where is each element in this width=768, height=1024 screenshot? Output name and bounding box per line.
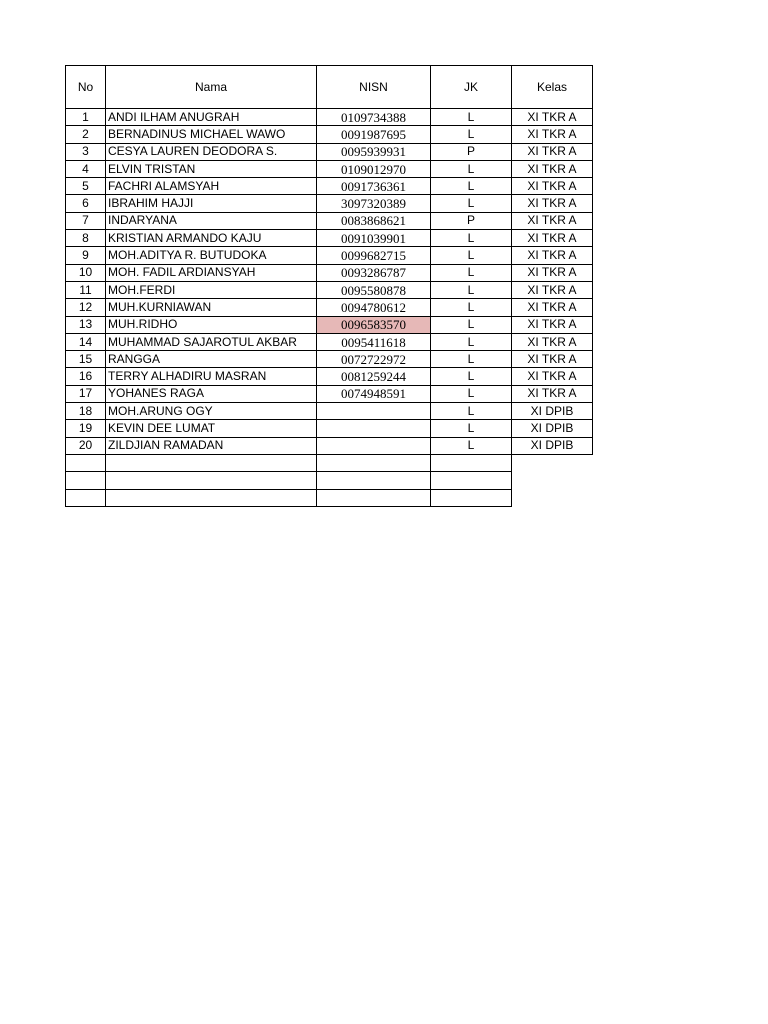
cell-no[interactable]: 17: [66, 385, 106, 402]
cell-nama[interactable]: FACHRI ALAMSYAH: [106, 178, 317, 195]
cell-kelas[interactable]: XI TKR A: [512, 385, 593, 402]
table-row: [66, 264, 593, 281]
cell-kelas[interactable]: XI DPIB: [512, 437, 593, 454]
table-row: [66, 178, 593, 195]
cell-kelas[interactable]: XI TKR A: [512, 230, 593, 247]
header-row: [66, 66, 593, 109]
cell-no[interactable]: 18: [66, 403, 106, 420]
cell-nisn[interactable]: [317, 420, 431, 437]
cell-kelas[interactable]: XI TKR A: [512, 281, 593, 298]
empty-cell-kelas: [512, 489, 593, 506]
cell-nama[interactable]: MUHAMMAD SAJAROTUL AKBAR: [106, 333, 317, 350]
cell-nama[interactable]: MUH.RIDHO: [106, 316, 317, 333]
empty-row: [66, 454, 593, 471]
table-row: [66, 126, 593, 143]
cell-jk[interactable]: L: [431, 230, 512, 247]
table-row: [66, 437, 593, 454]
cell-kelas[interactable]: XI DPIB: [512, 403, 593, 420]
cell-kelas[interactable]: XI TKR A: [512, 212, 593, 229]
cell-kelas[interactable]: XI TKR A: [512, 247, 593, 264]
cell-no[interactable]: 10: [66, 264, 106, 281]
cell-jk[interactable]: L: [431, 299, 512, 316]
cell-nisn[interactable]: 0093286787: [317, 264, 431, 281]
table-row: [66, 351, 593, 368]
empty-cell-kelas: [512, 454, 593, 471]
cell-nama[interactable]: ZILDJIAN RAMADAN: [106, 437, 317, 454]
cell-kelas[interactable]: XI TKR A: [512, 178, 593, 195]
cell-nisn[interactable]: 0083868621: [317, 212, 431, 229]
cell-nisn[interactable]: 0109012970: [317, 160, 431, 177]
table-row: [66, 195, 593, 212]
cell-nisn[interactable]: [317, 437, 431, 454]
empty-cell-nama[interactable]: [106, 472, 317, 489]
empty-cell-jk[interactable]: [431, 454, 512, 471]
cell-nama[interactable]: KRISTIAN ARMANDO KAJU: [106, 230, 317, 247]
cell-nama[interactable]: TERRY ALHADIRU MASRAN: [106, 368, 317, 385]
cell-nisn[interactable]: 3097320389: [317, 195, 431, 212]
header-nisn[interactable]: NISN: [317, 66, 431, 109]
cell-jk[interactable]: L: [431, 195, 512, 212]
cell-kelas[interactable]: XI TKR A: [512, 264, 593, 281]
cell-jk[interactable]: L: [431, 333, 512, 350]
cell-no[interactable]: 11: [66, 281, 106, 298]
cell-kelas[interactable]: XI TKR A: [512, 143, 593, 160]
cell-nama[interactable]: BERNADINUS MICHAEL WAWO: [106, 126, 317, 143]
cell-nama[interactable]: ANDI ILHAM ANUGRAH: [106, 109, 317, 126]
cell-nama[interactable]: YOHANES RAGA: [106, 385, 317, 402]
cell-jk[interactable]: L: [431, 178, 512, 195]
cell-no[interactable]: 7: [66, 212, 106, 229]
empty-cell-no[interactable]: [66, 472, 106, 489]
empty-cell-nama[interactable]: [106, 454, 317, 471]
empty-row: [66, 489, 593, 506]
table-row: [66, 281, 593, 298]
empty-cell-nama[interactable]: [106, 489, 317, 506]
cell-kelas[interactable]: XI TKR A: [512, 368, 593, 385]
table-row: [66, 403, 593, 420]
header-no[interactable]: No: [66, 66, 106, 109]
cell-nisn[interactable]: 0091736361: [317, 178, 431, 195]
table-row: [66, 109, 593, 126]
cell-jk[interactable]: L: [431, 316, 512, 333]
cell-nisn[interactable]: 0074948591: [317, 385, 431, 402]
cell-jk[interactable]: L: [431, 109, 512, 126]
cell-jk[interactable]: L: [431, 247, 512, 264]
cell-nama[interactable]: MUH.KURNIAWAN: [106, 299, 317, 316]
cell-nisn[interactable]: 0095580878: [317, 281, 431, 298]
cell-nama[interactable]: MOH.FERDI: [106, 281, 317, 298]
table-row: [66, 385, 593, 402]
cell-nisn[interactable]: 0096583570: [317, 316, 431, 333]
cell-jk[interactable]: L: [431, 281, 512, 298]
cell-kelas[interactable]: XI TKR A: [512, 109, 593, 126]
cell-no[interactable]: 8: [66, 230, 106, 247]
empty-cell-jk[interactable]: [431, 489, 512, 506]
cell-no[interactable]: 9: [66, 247, 106, 264]
cell-no[interactable]: 14: [66, 333, 106, 350]
cell-no[interactable]: 20: [66, 437, 106, 454]
cell-kelas[interactable]: XI TKR A: [512, 351, 593, 368]
cell-nisn[interactable]: 0095411618: [317, 333, 431, 350]
cell-nisn[interactable]: 0091039901: [317, 230, 431, 247]
cell-no[interactable]: 15: [66, 351, 106, 368]
cell-nama[interactable]: MOH.ADITYA R. BUTUDOKA: [106, 247, 317, 264]
cell-nama[interactable]: ELVIN TRISTAN: [106, 160, 317, 177]
header-nama[interactable]: Nama: [106, 66, 317, 109]
table-body: [66, 109, 593, 507]
empty-cell-nisn[interactable]: [317, 489, 431, 506]
table-row: [66, 160, 593, 177]
cell-nisn[interactable]: 0095939931: [317, 143, 431, 160]
table-row: [66, 299, 593, 316]
cell-jk[interactable]: L: [431, 437, 512, 454]
cell-jk[interactable]: P: [431, 212, 512, 229]
header-kelas[interactable]: Kelas: [512, 66, 593, 109]
table-row: [66, 333, 593, 350]
cell-kelas[interactable]: XI TKR A: [512, 333, 593, 350]
cell-jk[interactable]: L: [431, 420, 512, 437]
cell-jk[interactable]: P: [431, 143, 512, 160]
empty-cell-jk[interactable]: [431, 472, 512, 489]
cell-no[interactable]: 4: [66, 160, 106, 177]
cell-no[interactable]: 13: [66, 316, 106, 333]
cell-nama[interactable]: CESYA LAUREN DEODORA S.: [106, 143, 317, 160]
cell-jk[interactable]: L: [431, 403, 512, 420]
table-row: [66, 212, 593, 229]
table-row: [66, 230, 593, 247]
cell-nisn[interactable]: 0099682715: [317, 247, 431, 264]
empty-cell-kelas: [512, 472, 593, 489]
cell-kelas[interactable]: XI TKR A: [512, 126, 593, 143]
cell-no[interactable]: 16: [66, 368, 106, 385]
table-row: [66, 143, 593, 160]
table-row: [66, 247, 593, 264]
cell-nisn[interactable]: 0091987695: [317, 126, 431, 143]
cell-jk[interactable]: L: [431, 160, 512, 177]
cell-nama[interactable]: IBRAHIM HAJJI: [106, 195, 317, 212]
student-table: [65, 65, 593, 507]
cell-nama[interactable]: KEVIN DEE LUMAT: [106, 420, 317, 437]
cell-jk[interactable]: L: [431, 368, 512, 385]
cell-nisn[interactable]: 0109734388: [317, 109, 431, 126]
cell-nisn[interactable]: [317, 403, 431, 420]
empty-cell-no[interactable]: [66, 489, 106, 506]
cell-kelas[interactable]: XI TKR A: [512, 316, 593, 333]
table-row: [66, 316, 593, 333]
cell-no[interactable]: 12: [66, 299, 106, 316]
cell-no[interactable]: 2: [66, 126, 106, 143]
empty-cell-nisn[interactable]: [317, 472, 431, 489]
cell-jk[interactable]: L: [431, 126, 512, 143]
cell-jk[interactable]: L: [431, 385, 512, 402]
cell-kelas[interactable]: XI TKR A: [512, 160, 593, 177]
cell-nama[interactable]: MOH.ARUNG OGY: [106, 403, 317, 420]
cell-nisn[interactable]: 0094780612: [317, 299, 431, 316]
cell-no[interactable]: 6: [66, 195, 106, 212]
table-row: [66, 368, 593, 385]
empty-cell-nisn[interactable]: [317, 454, 431, 471]
cell-nisn[interactable]: 0072722972: [317, 351, 431, 368]
cell-no[interactable]: 3: [66, 143, 106, 160]
cell-nama[interactable]: RANGGA: [106, 351, 317, 368]
cell-nisn[interactable]: 0081259244: [317, 368, 431, 385]
table-row: [66, 420, 593, 437]
empty-cell-no[interactable]: [66, 454, 106, 471]
cell-jk[interactable]: L: [431, 264, 512, 281]
cell-nama[interactable]: MOH. FADIL ARDIANSYAH: [106, 264, 317, 281]
cell-no[interactable]: 1: [66, 109, 106, 126]
empty-row: [66, 472, 593, 489]
cell-no[interactable]: 5: [66, 178, 106, 195]
cell-no[interactable]: 19: [66, 420, 106, 437]
cell-kelas[interactable]: XI DPIB: [512, 420, 593, 437]
header-jk[interactable]: JK: [431, 66, 512, 109]
cell-nama[interactable]: INDARYANA: [106, 212, 317, 229]
cell-jk[interactable]: L: [431, 351, 512, 368]
cell-kelas[interactable]: XI TKR A: [512, 195, 593, 212]
cell-kelas[interactable]: XI TKR A: [512, 299, 593, 316]
